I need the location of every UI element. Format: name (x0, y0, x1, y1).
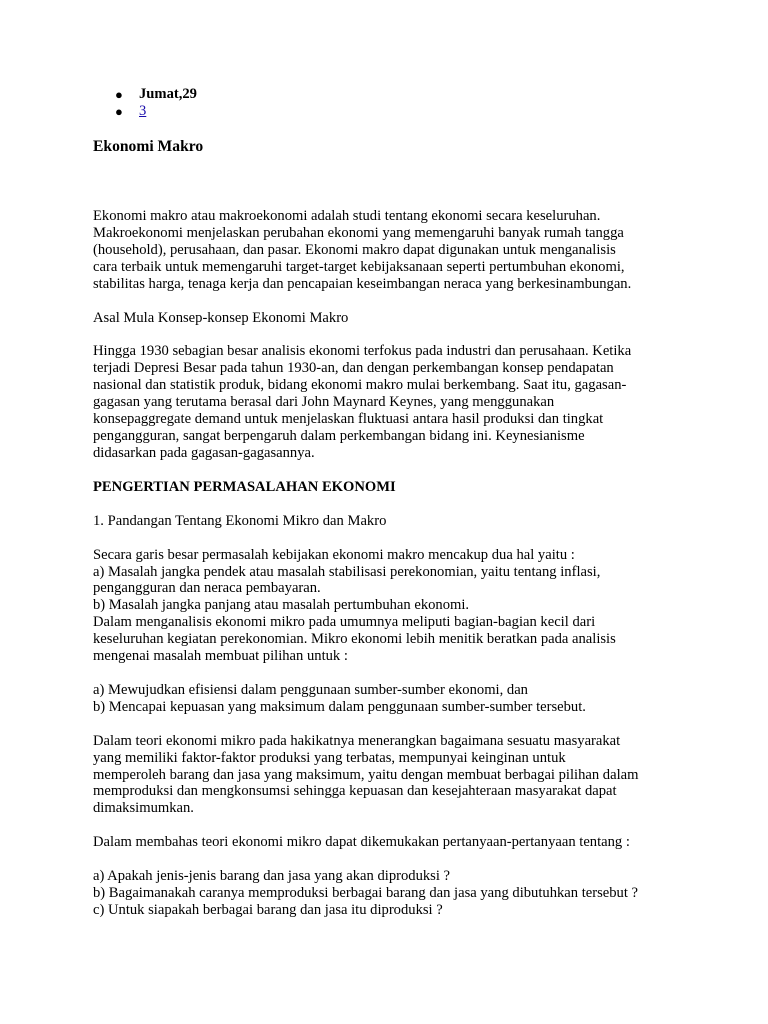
text-line: memperoleh barang dan jasa yang maksimum, yaitu dengan membuat berbagai pilihan dalam (93, 766, 639, 783)
text-line: a) Mewujudkan efisiensi dalam penggunaan sumber-sumber ekonomi, dan (93, 681, 528, 698)
list-item (93, 103, 693, 120)
text-line: b) Mencapai kepuasan yang maksimum dalam penggunaan sumber-sumber tersebut. (93, 698, 586, 715)
paragraph-policy (93, 547, 693, 665)
text-line: cara terbaik untuk memengaruhi target-target kebijaksanaan seperti pertumbuhan ekonomi, (93, 258, 625, 275)
text-line: Ekonomi makro atau makroekonomi adalah studi tentang ekonomi secara keseluruhan. (93, 208, 601, 224)
page-title: Ekonomi Makro (93, 138, 204, 155)
text-line: Secara garis besar permasalah kebijakan ekonomi makro mencakup dua hal yaitu : (93, 546, 575, 563)
bullet-icon: ● (115, 104, 123, 119)
paragraph-intro (93, 208, 693, 293)
text-line: konsepaggregate demand untuk menjelaskan fluktuasi antara hasil produksi dan tingkat (93, 411, 604, 428)
text-line: nasional dan statistik produk, bidang ekonomi makro mulai berkembang. Saat itu, gagasan- (93, 377, 627, 394)
paragraph-history (93, 343, 693, 461)
text-line: didasarkan pada gagasan-gagasannya. (93, 444, 315, 461)
text-line: Hingga 1930 sebagian besar analisis ekonomi terfokus pada industri dan perusahaan. Ketika (93, 343, 632, 360)
text-line: dimaksimumkan. (93, 800, 194, 817)
text-line: Dalam teori ekonomi mikro pada hakikatnya menerangkan bagaimana sesuatu masyarakat (93, 732, 621, 749)
paragraph-questions (93, 868, 693, 919)
document-page (93, 86, 693, 919)
paragraph-choices (93, 682, 693, 716)
text-line: Dalam membahas teori ekonomi mikro dapat dikemukakan pertanyaan-pertanyaan tentang : (93, 834, 630, 851)
text-line: mengenai masalah membuat pilihan untuk : (93, 648, 348, 665)
text-line: PENGERTIAN PERMASALAHAN EKONOMI (93, 478, 396, 495)
text-line: Asal Mula Konsep-konsep Ekonomi Makro (93, 309, 349, 326)
subsection-heading (93, 513, 693, 530)
text-line: a) Masalah jangka pendek atau masalah stabilisasi perekonomian, yaitu tentang inflasi, (93, 563, 601, 580)
text-line: 1. Pandangan Tentang Ekonomi Mikro dan Makro (93, 512, 387, 529)
page-link[interactable]: 3 (139, 103, 147, 119)
text-line: stabilitas harga, tenaga kerja dan pencapaian keseimbangan neraca yang berkesinambungan. (93, 275, 632, 292)
text-line: keseluruhan kegiatan perekonomian. Mikro ekonomi lebih menitik beratkan pada analisis (93, 631, 616, 648)
text-line: terjadi Depresi Besar pada tahun 1930-an, dan dengan perkembangan konsep pendapatan (93, 360, 614, 377)
paragraph-theory (93, 733, 693, 818)
text-line: c) Untuk siapakah berbagai barang dan jasa itu diproduksi ? (93, 902, 443, 918)
text-line: gagasan yang terutama berasal dari John Maynard Keynes, yang menggunakan (93, 394, 555, 411)
bullet-icon: ● (115, 87, 123, 102)
list-item (93, 86, 693, 103)
section-heading-problems (93, 479, 693, 496)
section-heading-origin (93, 310, 693, 327)
text-line: b) Bagaimanakah caranya memproduksi berbagai barang dan jasa yang dibutuhkan tersebut ? (93, 885, 639, 902)
text-line: Makroekonomi menjelaskan perubahan ekonomi yang memengaruhi banyak rumah tangga (93, 224, 624, 241)
date-label: Jumat,29 (139, 86, 197, 102)
text-line: yang memiliki faktor-faktor produksi yang terbatas, mempunyai keinginan untuk (93, 749, 566, 766)
text-line: Dalam menganalisis ekonomi mikro pada umumnya meliputi bagian-bagian kecil dari (93, 614, 596, 631)
text-line: pengangguran dan neraca pembayaran. (93, 580, 321, 597)
text-line: pengangguran, sangat berpengaruh dalam perkembangan bidang ini. Keynesianisme (93, 427, 585, 444)
text-line: (household), perusahaan, dan pasar. Ekonomi makro dapat digunakan untuk menganalisis (93, 241, 616, 258)
text-line: b) Masalah jangka panjang atau masalah pertumbuhan ekonomi. (93, 597, 470, 614)
text-line: a) Apakah jenis-jenis barang dan jasa yang akan diproduksi ? (93, 868, 451, 885)
text-line: memproduksi dan mengkonsumsi sehingga kepuasan dan kesejahteraan masyarakat dapat (93, 783, 617, 800)
top-list (93, 86, 693, 120)
paragraph-questions-intro (93, 834, 693, 851)
